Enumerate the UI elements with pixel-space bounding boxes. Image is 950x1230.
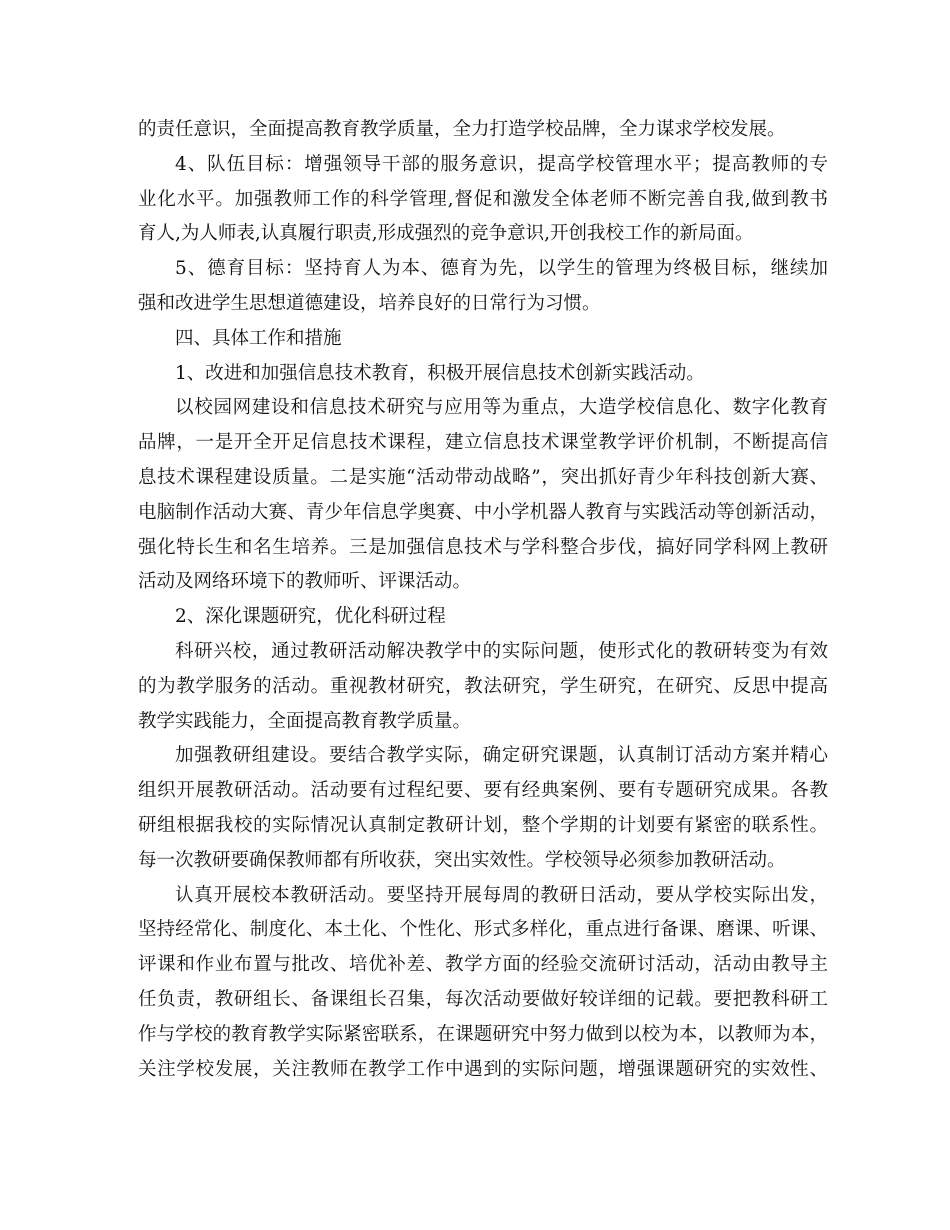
text-line: 每一次教研要确保教师都有所收获，突出实效性。学校领导必须参加教研活动。 [138, 849, 786, 871]
text-line: 的为教学服务的活动。重视教材研究，教法研究，学生研究，在研究、反思中提高 [138, 675, 828, 697]
text-line: 息技术课程建设质量。二是实施“活动带动战略”，突出抓好青少年科技创新大赛、 [138, 466, 828, 488]
text-line: 评课和作业布置与批改、培优补差、教学方面的经验交流研讨活动，活动由教导主 [138, 954, 828, 976]
text-line: 的责任意识，全面提高教育教学质量，全力打造学校品牌，全力谋求学校发展。 [138, 119, 786, 140]
text-line: 活动及网络环境下的教师听、评课活动。 [138, 571, 472, 593]
text-line: 电脑制作活动大赛、青少年信息学奥赛、中小学机器人教育与实践活动等创新活动， [138, 501, 828, 523]
text-line: 5、德育目标：坚持育人为本、德育为先，以学生的管理为终极目标，继续加 [175, 258, 828, 280]
text-line: 研组根据我校的实际情况认真制定教研计划，整个学期的计划要有紧密的联系性。 [138, 814, 828, 836]
text-line: 坚持经常化、制度化、本土化、个性化、形式多样化，重点进行备课、磨课、听课、 [138, 919, 828, 941]
text-line: 教学实践能力，全面提高教育教学质量。 [138, 710, 472, 732]
text-line: 1、改进和加强信息技术教育，积极开展信息技术创新实践活动。 [175, 362, 705, 384]
text-line: 以校园网建设和信息技术研究与应用等为重点，大造学校信息化、数字化教育 [175, 397, 828, 419]
text-line: 关注学校发展，关注教师在教学工作中遇到的实际问题，增强课题研究的实效性、 [138, 1058, 828, 1080]
text-line: 4、队伍目标：增强领导干部的服务意识，提高学校管理水平；提高教师的专 [175, 153, 828, 175]
text-line: 认真开展校本教研活动。要坚持开展每周的教研日活动，要从学校实际出发， [175, 884, 828, 906]
text-line: 加强教研组建设。要结合教学实际，确定研究课题，认真制订活动方案并精心 [175, 745, 828, 767]
text-line: 四、具体工作和措施 [175, 327, 342, 349]
text-line: 2、深化课题研究，优化科研过程 [175, 606, 446, 628]
text-line: 任负责，教研组长、备课组长召集，每次活动要做好较详细的记载。要把教科研工 [138, 988, 828, 1010]
document-body [138, 113, 828, 1087]
text-line: 作与学校的教育教学实际紧密联系，在课题研究中努力做到以校为本，以教师为本， [138, 1023, 828, 1045]
text-line: 强和改进学生思想道德建设，培养良好的日常行为习惯。 [138, 292, 601, 314]
text-line: 科研兴校，通过教研活动解决教学中的实际问题，使形式化的教研转变为有效 [175, 640, 828, 662]
text-line: 组织开展教研活动。活动要有过程纪要、要有经典案例、要有专题研究成果。各教 [138, 780, 828, 802]
text-line: 强化特长生和名生培养。三是加强信息技术与学科整合步伐，搞好同学科网上教研 [138, 536, 828, 558]
text-line: 业化水平。加强教师工作的科学管理,督促和激发全体老师不断完善自我,做到教书 [138, 188, 828, 210]
text-line: 育人,为人师表,认真履行职责,形成强烈的竞争意识,开创我校工作的新局面。 [138, 223, 754, 245]
text-line: 品牌，一是开全开足信息技术课程，建立信息技术课堂教学评价机制，不断提高信 [138, 432, 828, 454]
